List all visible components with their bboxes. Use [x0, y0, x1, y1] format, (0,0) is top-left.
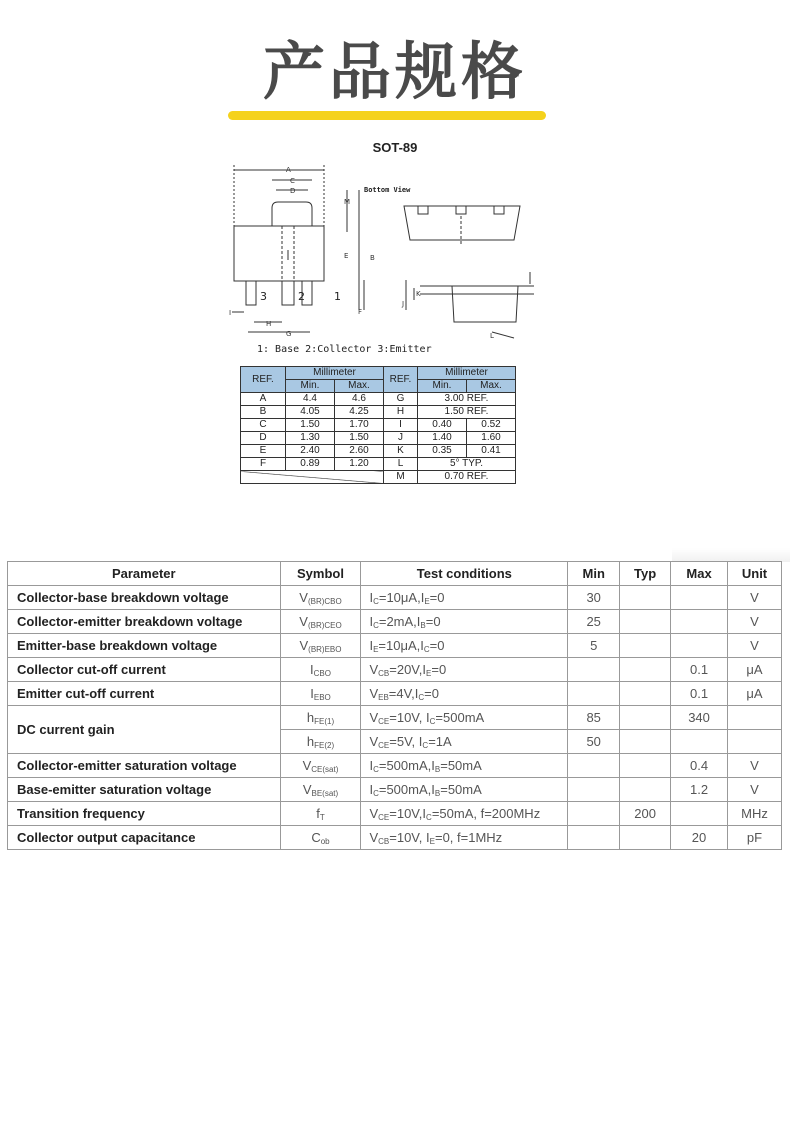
condition-var: I — [369, 781, 374, 797]
min-cell — [568, 802, 620, 826]
dim-label: A — [286, 166, 291, 174]
condition-var: V — [369, 685, 379, 701]
decorative-shadow — [672, 548, 790, 562]
condition-value: =500mA, — [378, 757, 432, 773]
unit-cell: μA — [728, 682, 782, 706]
min-cell: 1.40 — [418, 432, 467, 445]
table-row — [241, 406, 516, 419]
typ-cell — [620, 682, 671, 706]
condition-value: =50mA, f=200MHz — [431, 805, 541, 821]
unit-cell: μA — [728, 658, 782, 682]
ref-cell: G — [384, 393, 418, 406]
dim-label: H — [266, 320, 272, 328]
max-cell: 1.70 — [335, 419, 384, 432]
condition-value: =500mA — [435, 709, 485, 725]
condition-value: =0 — [431, 661, 447, 677]
condition-var: I — [369, 613, 374, 629]
symbol-subscript: EBO — [313, 692, 331, 702]
value-cell: 5° TYP. — [418, 458, 516, 471]
dim-label: F — [358, 308, 363, 316]
conditions-header: Test conditions — [361, 562, 568, 586]
symbol-cell — [280, 658, 361, 682]
symbol-text: V — [299, 589, 308, 605]
min-header: Min — [568, 562, 620, 586]
conditions-cell — [361, 658, 568, 682]
conditions-cell — [361, 754, 568, 778]
condition-value: =10μA, — [378, 637, 421, 653]
condition-value: =1A — [428, 733, 452, 749]
condition-value: =20V, — [389, 661, 423, 677]
symbol-cell — [280, 706, 361, 730]
symbol-text: f — [316, 805, 320, 821]
max-cell: 1.50 — [335, 432, 384, 445]
condition-var: I — [422, 805, 427, 821]
table-header-row — [8, 562, 782, 586]
condition-var: I — [422, 661, 427, 677]
millimeter-header: Millimeter — [418, 367, 516, 380]
symbol-cell — [280, 802, 361, 826]
unit-cell: V — [728, 634, 782, 658]
parameter-header: Parameter — [8, 562, 281, 586]
unit-cell: V — [728, 778, 782, 802]
condition-value: =5V, — [389, 733, 419, 749]
condition-var: I — [431, 781, 435, 797]
symbol-text: C — [311, 829, 321, 845]
dim-label: G — [286, 330, 292, 338]
table-row — [8, 610, 782, 634]
dim-label: D — [290, 187, 296, 195]
ref-cell: E — [241, 445, 286, 458]
condition-var: I — [369, 757, 374, 773]
ref-cell: M — [384, 471, 418, 484]
dim-label: L — [490, 332, 494, 340]
ref-header: REF. — [241, 367, 286, 393]
parameter-cell: DC current gain — [8, 706, 281, 754]
typ-cell — [620, 826, 671, 850]
unit-cell — [728, 730, 782, 754]
min-cell: 0.40 — [418, 419, 467, 432]
max-header: Max — [671, 562, 728, 586]
condition-subscript: C — [373, 764, 379, 774]
condition-value: =0, f=1MHz — [434, 829, 503, 845]
condition-subscript: C — [373, 788, 379, 798]
condition-subscript: CB — [378, 668, 390, 678]
parameter-cell: Emitter cut-off current — [8, 682, 281, 706]
condition-subscript: C — [422, 740, 429, 750]
typ-cell — [620, 634, 671, 658]
conditions-cell — [361, 706, 568, 730]
typ-cell — [620, 610, 671, 634]
max-cell — [671, 802, 728, 826]
condition-value: =0 — [424, 685, 439, 701]
ref-cell: H — [384, 406, 418, 419]
table-row — [241, 419, 516, 432]
symbol-cell — [280, 826, 361, 850]
condition-value: =50mA — [440, 781, 482, 797]
condition-var: V — [369, 733, 379, 749]
condition-subscript: E — [426, 668, 432, 678]
max-cell: 1.20 — [335, 458, 384, 471]
condition-var: I — [369, 637, 374, 653]
symbol-text: V — [302, 781, 312, 797]
condition-var: I — [426, 709, 430, 725]
min-cell: 0.89 — [286, 458, 335, 471]
table-row — [241, 458, 516, 471]
max-cell — [671, 610, 728, 634]
max-cell: 1.60 — [467, 432, 516, 445]
conditions-cell — [361, 586, 568, 610]
max-cell: 0.41 — [467, 445, 516, 458]
conditions-cell — [361, 682, 568, 706]
condition-var: I — [418, 733, 423, 749]
ref-cell: K — [384, 445, 418, 458]
condition-value: =10V, — [389, 709, 427, 725]
min-cell: 85 — [568, 706, 620, 730]
condition-subscript: C — [423, 644, 430, 654]
conditions-cell — [361, 730, 568, 754]
min-cell: 4.4 — [286, 393, 335, 406]
typ-cell: 200 — [620, 802, 671, 826]
max-cell: 0.1 — [671, 682, 728, 706]
spec-table-body — [8, 586, 782, 850]
symbol-cell — [280, 586, 361, 610]
condition-value: =0 — [429, 637, 445, 653]
condition-var: V — [369, 829, 379, 845]
ref-cell: C — [241, 419, 286, 432]
condition-var: V — [369, 661, 379, 677]
value-cell: 0.70 REF. — [418, 471, 516, 484]
table-row — [8, 586, 782, 610]
bottom-view-label: Bottom View — [364, 186, 411, 194]
package-name: SOT-89 — [372, 140, 418, 155]
table-row — [8, 658, 782, 682]
typ-cell — [620, 658, 671, 682]
condition-subscript: C — [373, 596, 379, 606]
condition-subscript: B — [434, 764, 441, 774]
condition-subscript: E — [429, 836, 435, 846]
condition-var: I — [369, 589, 374, 605]
table-row — [241, 432, 516, 445]
conditions-cell — [361, 610, 568, 634]
ref-cell: I — [384, 419, 418, 432]
min-cell — [568, 778, 620, 802]
dim-label: E — [344, 252, 349, 260]
condition-value: =0 — [429, 589, 445, 605]
condition-var: I — [420, 589, 425, 605]
conditions-cell — [361, 826, 568, 850]
package-outline-drawing — [224, 160, 544, 360]
condition-subscript: E — [424, 596, 430, 606]
conditions-cell — [361, 778, 568, 802]
ref-cell: B — [241, 406, 286, 419]
unit-cell — [728, 706, 782, 730]
table-row — [8, 826, 782, 850]
parameter-cell: Collector cut-off current — [8, 658, 281, 682]
dim-label: M — [344, 198, 351, 206]
symbol-header: Symbol — [280, 562, 361, 586]
table-row — [241, 445, 516, 458]
dim-label: C — [290, 177, 295, 185]
condition-subscript: E — [373, 644, 379, 654]
condition-var: V — [369, 805, 379, 821]
condition-subscript: B — [434, 788, 441, 798]
symbol-cell — [280, 634, 361, 658]
dimension-table — [240, 366, 516, 484]
min-cell: 50 — [568, 730, 620, 754]
min-cell: 4.05 — [286, 406, 335, 419]
condition-subscript: C — [418, 692, 425, 702]
max-cell: 0.1 — [671, 658, 728, 682]
symbol-cell — [280, 610, 361, 634]
min-cell: 5 — [568, 634, 620, 658]
table-row — [241, 393, 516, 406]
condition-var: I — [414, 685, 419, 701]
max-cell: 0.4 — [671, 754, 728, 778]
page-title: 产品规格 — [262, 35, 527, 108]
condition-value: =2mA, — [378, 613, 417, 629]
condition-value: =10V, — [389, 829, 427, 845]
conditions-cell — [361, 634, 568, 658]
electrical-characteristics-table — [7, 561, 782, 850]
ref-cell: A — [241, 393, 286, 406]
parameter-cell: Collector-emitter breakdown voltage — [8, 610, 281, 634]
ref-cell: L — [384, 458, 418, 471]
pin-number: 2 — [298, 290, 305, 303]
condition-var: I — [426, 829, 430, 845]
table-row — [8, 778, 782, 802]
symbol-subscript: T — [319, 812, 325, 822]
symbol-subscript: (BR)CEO — [307, 620, 342, 630]
min-cell: 1.50 — [286, 419, 335, 432]
parameter-cell: Collector-emitter saturation voltage — [8, 754, 281, 778]
typ-cell — [620, 586, 671, 610]
max-cell: 4.25 — [335, 406, 384, 419]
min-cell — [568, 754, 620, 778]
pin-number: 1 — [334, 290, 341, 303]
max-cell — [671, 586, 728, 610]
max-cell: 2.60 — [335, 445, 384, 458]
condition-var: I — [416, 613, 421, 629]
min-cell: 0.35 — [418, 445, 467, 458]
dim-label: K — [416, 290, 421, 298]
symbol-subscript: (BR)CBO — [307, 596, 342, 606]
symbol-text: V — [302, 757, 312, 773]
ref-cell: J — [384, 432, 418, 445]
typ-cell — [620, 706, 671, 730]
millimeter-header: Millimeter — [286, 367, 384, 380]
condition-value: =50mA — [440, 757, 482, 773]
symbol-subscript: CBO — [313, 668, 331, 678]
table-row — [8, 682, 782, 706]
min-cell: 2.40 — [286, 445, 335, 458]
condition-var: I — [431, 757, 435, 773]
min-cell: 1.30 — [286, 432, 335, 445]
condition-subscript: B — [420, 620, 426, 630]
dim-label: I — [229, 309, 232, 317]
condition-subscript: CB — [378, 836, 390, 846]
min-cell — [568, 682, 620, 706]
max-cell — [671, 634, 728, 658]
condition-subscript: CE — [378, 716, 390, 726]
symbol-subscript: FE(1) — [314, 716, 335, 726]
unit-cell: MHz — [728, 802, 782, 826]
symbol-text: h — [306, 733, 315, 749]
condition-var: V — [369, 709, 379, 725]
unit-cell: V — [728, 754, 782, 778]
typ-cell — [620, 730, 671, 754]
condition-subscript: C — [429, 716, 436, 726]
symbol-subscript: BE(sat) — [311, 788, 339, 798]
condition-value: =500mA, — [378, 781, 432, 797]
table-row — [8, 706, 782, 730]
condition-subscript: C — [426, 812, 432, 822]
value-cell: 1.50 REF. — [418, 406, 516, 419]
parameter-cell: Emitter-base breakdown voltage — [8, 634, 281, 658]
condition-value: =10μA, — [378, 589, 421, 605]
unit-cell: V — [728, 610, 782, 634]
symbol-subscript: (BR)EBO — [308, 644, 342, 654]
typ-cell — [620, 778, 671, 802]
value-cell: 3.00 REF. — [418, 393, 516, 406]
symbol-text: I — [310, 685, 314, 701]
max-cell — [671, 730, 728, 754]
symbol-text: V — [299, 613, 308, 629]
max-cell: 4.6 — [335, 393, 384, 406]
condition-var: I — [420, 637, 424, 653]
empty-diagonal-cell — [241, 471, 384, 484]
min-header: Min. — [418, 380, 467, 393]
symbol-subscript: ob — [320, 836, 330, 846]
symbol-cell — [280, 682, 361, 706]
max-cell: 20 — [671, 826, 728, 850]
typ-header: Typ — [620, 562, 671, 586]
pin-legend: 1: Base 2:Collector 3:Emitter — [257, 344, 432, 355]
condition-subscript: EB — [378, 692, 389, 702]
ref-header: REF. — [384, 367, 418, 393]
unit-header: Unit — [728, 562, 782, 586]
condition-subscript: CE — [378, 812, 390, 822]
pin-number: 3 — [260, 290, 267, 303]
min-cell: 25 — [568, 610, 620, 634]
condition-value: =10V, — [389, 805, 423, 821]
condition-subscript: CE — [378, 740, 390, 750]
max-cell: 340 — [671, 706, 728, 730]
table-row — [8, 802, 782, 826]
min-cell — [568, 826, 620, 850]
min-cell: 30 — [568, 586, 620, 610]
condition-value: =0 — [425, 613, 441, 629]
min-cell — [568, 658, 620, 682]
ref-cell: F — [241, 458, 286, 471]
parameter-cell: Transition frequency — [8, 802, 281, 826]
symbol-cell — [280, 778, 361, 802]
min-header: Min. — [286, 380, 335, 393]
parameter-cell: Collector output capacitance — [8, 826, 281, 850]
symbol-text: I — [310, 661, 314, 677]
symbol-subscript: FE(2) — [314, 740, 335, 750]
symbol-cell — [280, 754, 361, 778]
unit-cell: V — [728, 586, 782, 610]
ref-cell: D — [241, 432, 286, 445]
symbol-text: h — [306, 709, 315, 725]
symbol-cell — [280, 730, 361, 754]
table-row — [8, 754, 782, 778]
max-cell: 1.2 — [671, 778, 728, 802]
unit-cell: pF — [728, 826, 782, 850]
parameter-cell: Base-emitter saturation voltage — [8, 778, 281, 802]
condition-value: =4V, — [388, 685, 415, 701]
dim-label: B — [370, 254, 375, 262]
symbol-text: V — [299, 637, 309, 653]
table-row — [8, 634, 782, 658]
parameter-cell: Collector-base breakdown voltage — [8, 586, 281, 610]
max-cell: 0.52 — [467, 419, 516, 432]
table-row — [241, 471, 516, 484]
max-header: Max. — [335, 380, 384, 393]
max-header: Max. — [467, 380, 516, 393]
dim-label: J — [402, 300, 405, 308]
typ-cell — [620, 754, 671, 778]
condition-subscript: C — [373, 620, 379, 630]
conditions-cell — [361, 802, 568, 826]
title-underline — [228, 111, 546, 120]
symbol-subscript: CE(sat) — [311, 764, 339, 774]
